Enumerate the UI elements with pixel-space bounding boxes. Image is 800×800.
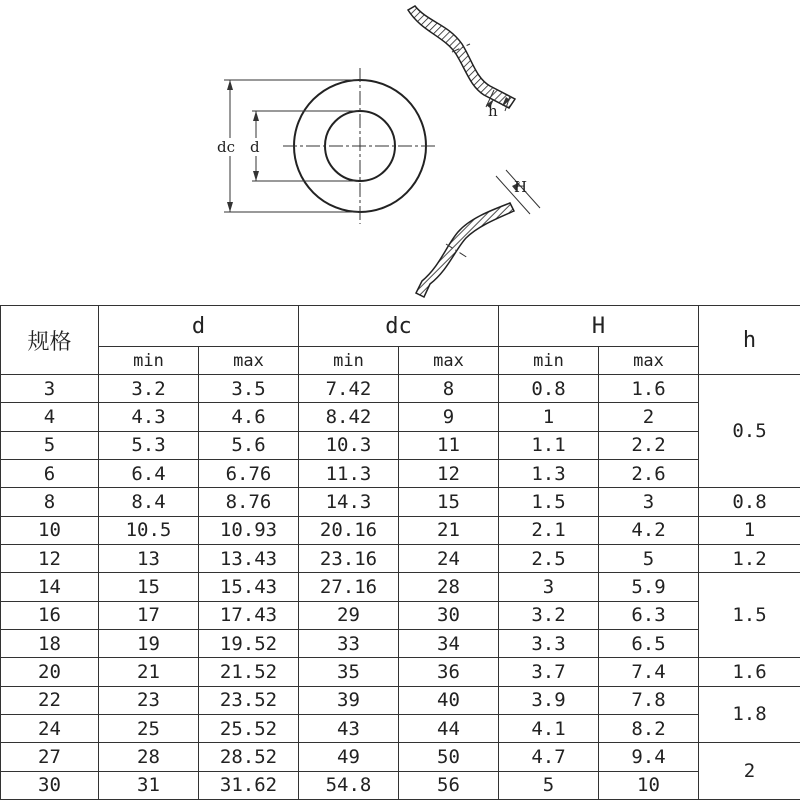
table-row: [1, 516, 800, 544]
table-row: [1, 686, 800, 714]
cell-spec: 20: [1, 658, 99, 686]
cell-dc-min: 35: [299, 658, 399, 686]
cell-H-min: 0.8: [499, 375, 599, 403]
cell-H-max: 6.5: [599, 629, 699, 657]
cell-d-max: 13.43: [199, 544, 299, 572]
cell-H-max: 5: [599, 544, 699, 572]
cell-dc-min: 54.8: [299, 771, 399, 799]
cell-dc-max: 56: [399, 771, 499, 799]
table-row: [1, 431, 800, 459]
cell-spec: 3: [1, 375, 99, 403]
table-row: [1, 743, 800, 771]
cell-h: 0.5: [699, 375, 800, 488]
dc-label: dc: [217, 138, 236, 156]
cell-spec: 16: [1, 601, 99, 629]
cell-dc-max: 8: [399, 375, 499, 403]
cell-dc-min: 14.3: [299, 488, 399, 516]
cell-d-min: 10.5: [99, 516, 199, 544]
cell-H-min: 3.3: [499, 629, 599, 657]
cell-H-min: 2.1: [499, 516, 599, 544]
section-hatched-profile-lower: [416, 203, 514, 297]
cell-H-min: 1.1: [499, 431, 599, 459]
cell-H-min: 3.9: [499, 686, 599, 714]
cell-d-min: 31: [99, 771, 199, 799]
cell-d-max: 4.6: [199, 403, 299, 431]
cell-spec: 18: [1, 629, 99, 657]
washer-spec-table: [0, 305, 800, 800]
cell-spec: 22: [1, 686, 99, 714]
cell-spec: 30: [1, 771, 99, 799]
cell-H-min: 1.5: [499, 488, 599, 516]
table-row: [1, 488, 800, 516]
cell-d-min: 21: [99, 658, 199, 686]
cell-d-max: 28.52: [199, 743, 299, 771]
cell-h: 1.5: [699, 573, 800, 658]
header-H: H: [499, 306, 699, 347]
cell-d-min: 5.3: [99, 431, 199, 459]
cell-H-min: 5: [499, 771, 599, 799]
cell-dc-max: 30: [399, 601, 499, 629]
cell-h: 2: [699, 743, 800, 800]
cell-d-min: 28: [99, 743, 199, 771]
table-row: [1, 771, 800, 799]
cell-dc-min: 11.3: [299, 459, 399, 487]
cell-d-min: 3.2: [99, 375, 199, 403]
cell-dc-max: 50: [399, 743, 499, 771]
cell-H-max: 2.6: [599, 459, 699, 487]
table-body: [1, 375, 800, 800]
cell-d-min: 13: [99, 544, 199, 572]
d-label: d: [250, 138, 260, 156]
cell-d-max: 6.76: [199, 459, 299, 487]
cell-H-max: 9.4: [599, 743, 699, 771]
cell-dc-max: 9: [399, 403, 499, 431]
cell-d-max: 10.93: [199, 516, 299, 544]
cell-H-min: 4.1: [499, 714, 599, 742]
cell-H-max: 10: [599, 771, 699, 799]
cell-H-max: 1.6: [599, 375, 699, 403]
cell-H-min: 3.2: [499, 601, 599, 629]
cell-dc-max: 12: [399, 459, 499, 487]
cell-d-min: 15: [99, 573, 199, 601]
cell-dc-max: 44: [399, 714, 499, 742]
header-h: h: [699, 306, 800, 375]
washer-section-view-bottom: [416, 170, 540, 297]
washer-technical-drawing: [0, 0, 800, 300]
header-H-min: min: [499, 347, 599, 375]
cell-H-max: 3: [599, 488, 699, 516]
cell-dc-min: 33: [299, 629, 399, 657]
cell-H-min: 4.7: [499, 743, 599, 771]
cell-d-min: 8.4: [99, 488, 199, 516]
cell-d-max: 15.43: [199, 573, 299, 601]
cell-spec: 5: [1, 431, 99, 459]
table-row: [1, 573, 800, 601]
cell-d-min: 19: [99, 629, 199, 657]
cell-dc-min: 29: [299, 601, 399, 629]
h-label: h: [488, 102, 498, 120]
cell-d-max: 31.62: [199, 771, 299, 799]
cell-h: 1.6: [699, 658, 800, 686]
header-d: d: [99, 306, 299, 347]
cell-H-max: 8.2: [599, 714, 699, 742]
cell-d-min: 17: [99, 601, 199, 629]
cell-dc-max: 36: [399, 658, 499, 686]
cell-h: 0.8: [699, 488, 800, 516]
cell-H-max: 4.2: [599, 516, 699, 544]
cell-d-min: 6.4: [99, 459, 199, 487]
cell-dc-min: 27.16: [299, 573, 399, 601]
H-label: H: [514, 178, 528, 196]
cell-H-min: 3.7: [499, 658, 599, 686]
cell-d-min: 25: [99, 714, 199, 742]
header-d-max: max: [199, 347, 299, 375]
cell-dc-min: 49: [299, 743, 399, 771]
table-row: [1, 403, 800, 431]
cell-d-max: 25.52: [199, 714, 299, 742]
cell-H-min: 1.3: [499, 459, 599, 487]
cell-dc-max: 15: [399, 488, 499, 516]
cell-spec: 4: [1, 403, 99, 431]
cell-spec: 27: [1, 743, 99, 771]
cell-H-min: 3: [499, 573, 599, 601]
cell-dc-min: 10.3: [299, 431, 399, 459]
header-H-max: max: [599, 347, 699, 375]
cell-H-min: 1: [499, 403, 599, 431]
table-row: [1, 601, 800, 629]
cell-d-min: 23: [99, 686, 199, 714]
table-row: [1, 714, 800, 742]
header-dc-min: min: [299, 347, 399, 375]
cell-spec: 14: [1, 573, 99, 601]
cell-dc-min: 8.42: [299, 403, 399, 431]
cell-dc-max: 40: [399, 686, 499, 714]
cell-dc-max: 24: [399, 544, 499, 572]
header-spec: 规格: [1, 306, 99, 375]
cell-H-max: 2: [599, 403, 699, 431]
cell-H-max: 2.2: [599, 431, 699, 459]
cell-h: 1.8: [699, 686, 800, 743]
table-row: [1, 544, 800, 572]
cell-H-min: 2.5: [499, 544, 599, 572]
table-row: [1, 459, 800, 487]
washer-section-view-top: [408, 6, 515, 120]
cell-dc-min: 43: [299, 714, 399, 742]
washer-front-view: [213, 68, 437, 224]
cell-spec: 12: [1, 544, 99, 572]
cell-d-max: 5.6: [199, 431, 299, 459]
cell-H-max: 6.3: [599, 601, 699, 629]
cell-dc-max: 11: [399, 431, 499, 459]
cell-d-max: 19.52: [199, 629, 299, 657]
cell-h: 1: [699, 516, 800, 544]
header-d-min: min: [99, 347, 199, 375]
table-row: [1, 658, 800, 686]
cell-h: 1.2: [699, 544, 800, 572]
cell-d-max: 3.5: [199, 375, 299, 403]
cell-spec: 8: [1, 488, 99, 516]
cell-d-max: 8.76: [199, 488, 299, 516]
cell-dc-min: 20.16: [299, 516, 399, 544]
cell-dc-min: 7.42: [299, 375, 399, 403]
cell-dc-min: 39: [299, 686, 399, 714]
cell-dc-max: 28: [399, 573, 499, 601]
cell-dc-max: 34: [399, 629, 499, 657]
cell-d-max: 23.52: [199, 686, 299, 714]
cell-d-max: 21.52: [199, 658, 299, 686]
table-row: [1, 629, 800, 657]
cell-d-min: 4.3: [99, 403, 199, 431]
header-dc-max: max: [399, 347, 499, 375]
cell-d-max: 17.43: [199, 601, 299, 629]
cell-dc-max: 21: [399, 516, 499, 544]
cell-H-max: 5.9: [599, 573, 699, 601]
cell-spec: 24: [1, 714, 99, 742]
cell-H-max: 7.4: [599, 658, 699, 686]
cell-spec: 10: [1, 516, 99, 544]
cell-dc-min: 23.16: [299, 544, 399, 572]
cell-spec: 6: [1, 459, 99, 487]
header-dc: dc: [299, 306, 499, 347]
section-hatched-profile: [408, 6, 515, 108]
cell-H-max: 7.8: [599, 686, 699, 714]
table-row: [1, 375, 800, 403]
